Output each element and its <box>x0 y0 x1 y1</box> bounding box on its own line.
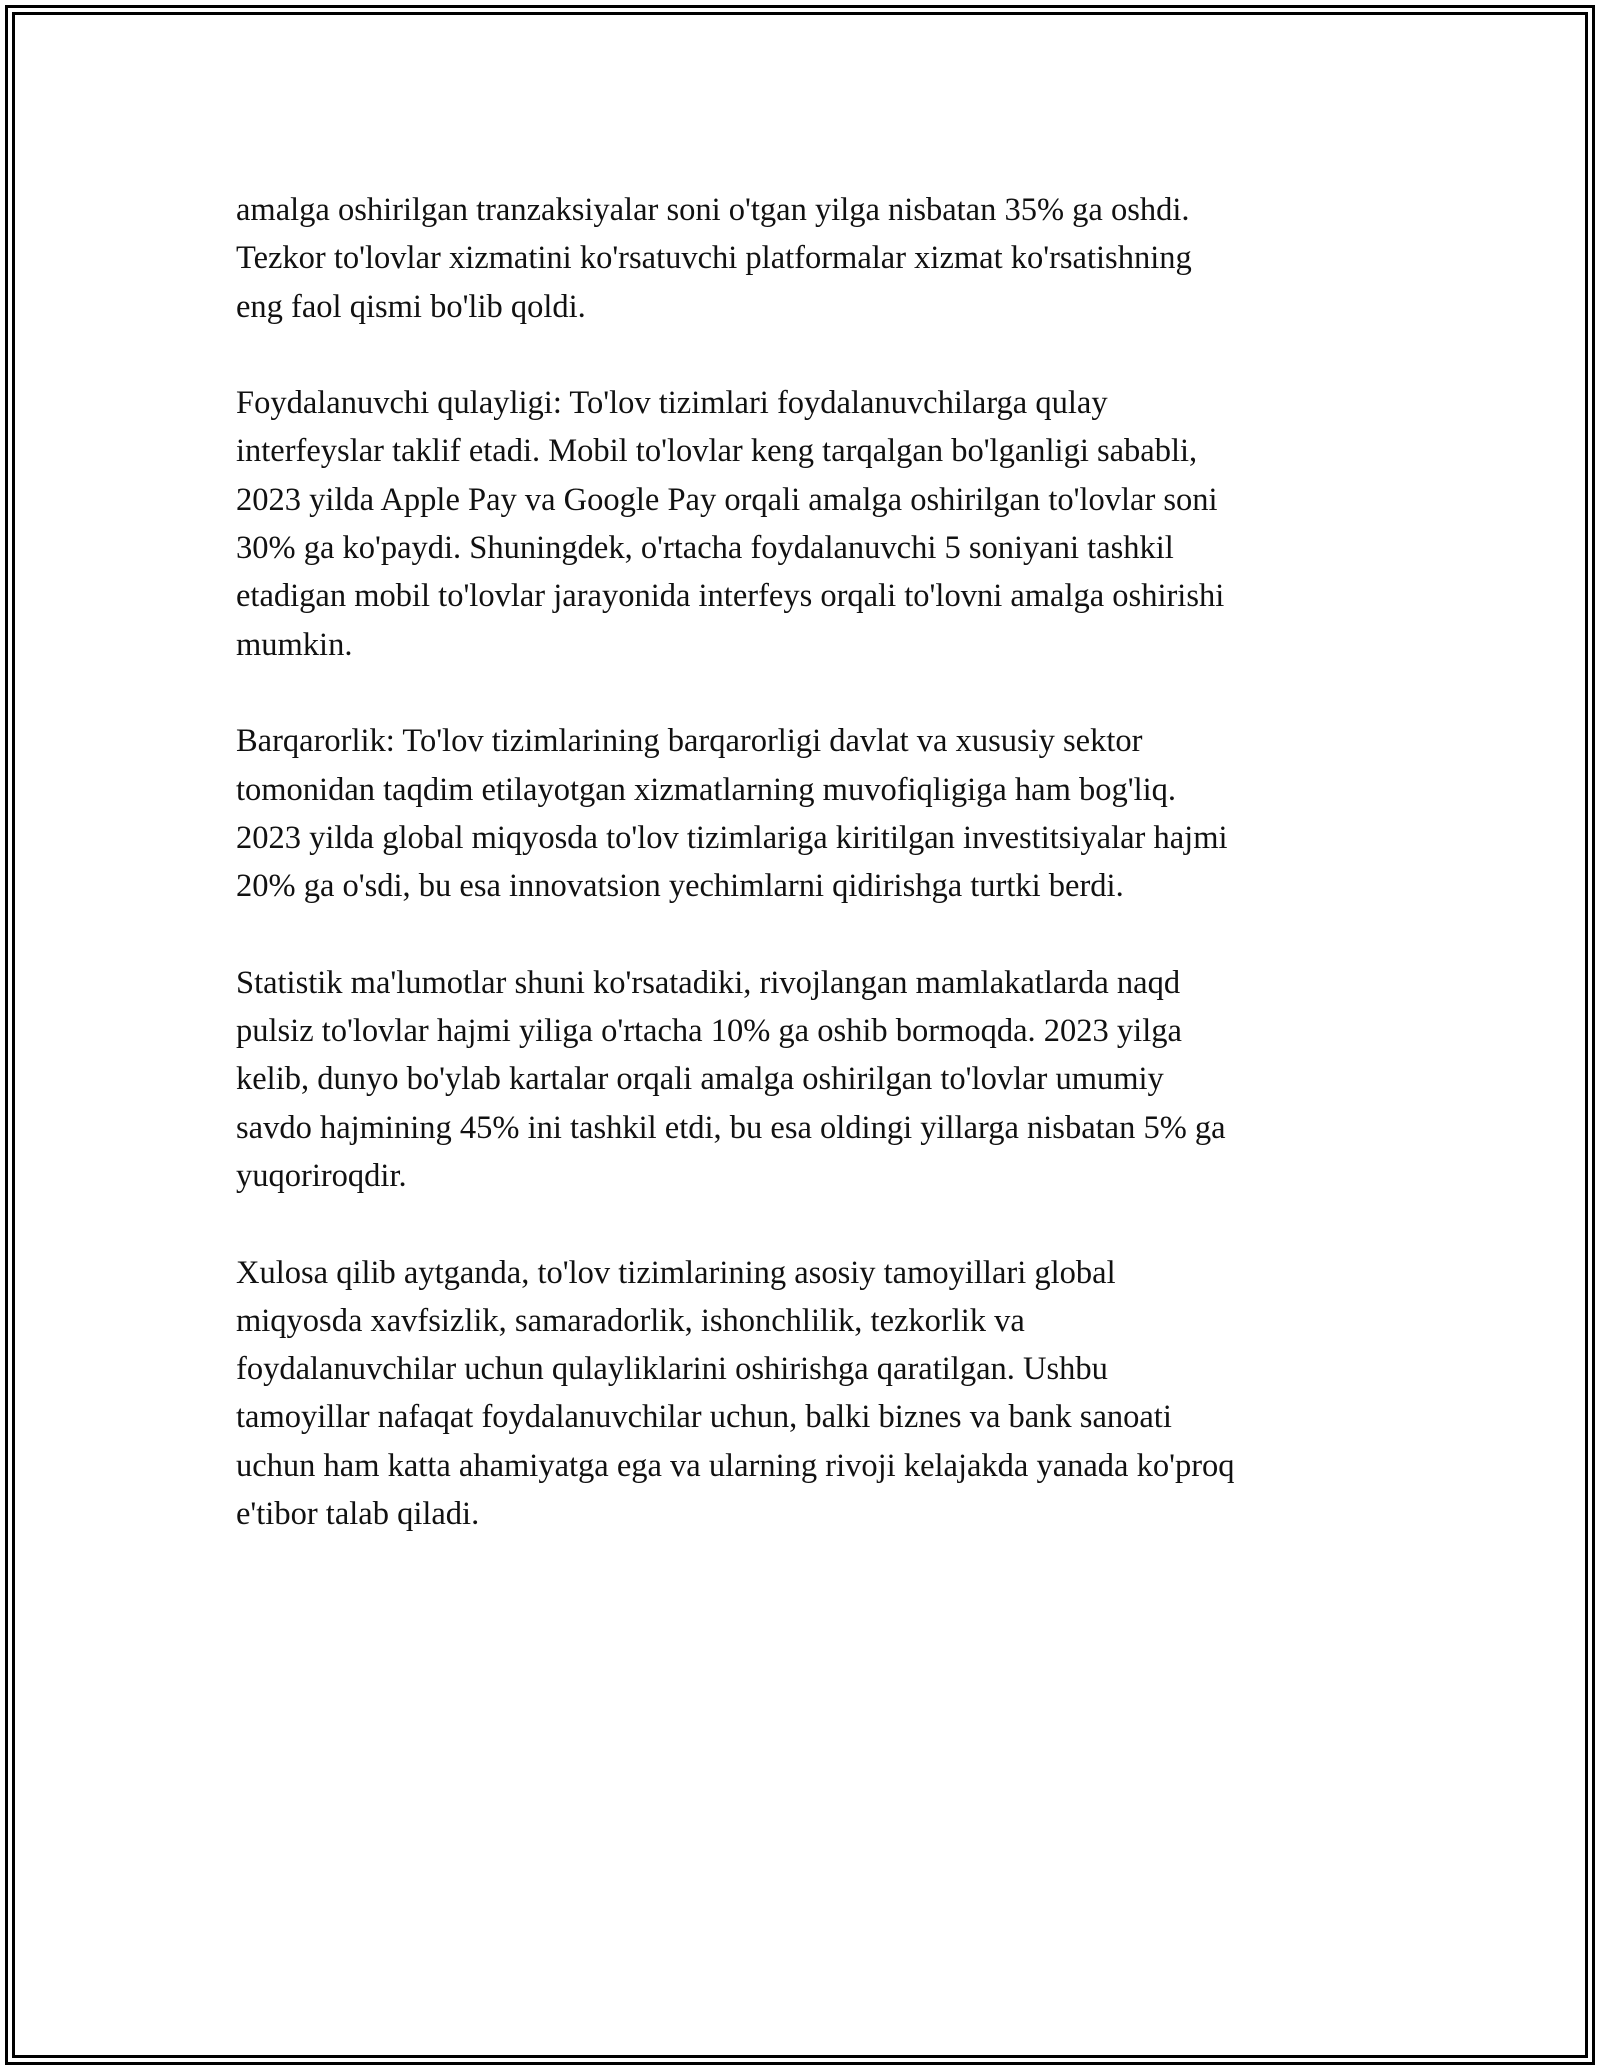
paragraph-transactions: amalga oshirilgan tranzaksiyalar soni o'tgan yilga nisbatan 35% ga oshdi. Tezkor to'lovlar xizmatini ko'rsatuvchi platformalar xizmat ko'rsatishning eng faol qismi bo'lib qoldi. <box>236 192 1192 325</box>
document-body <box>236 186 1376 1587</box>
paragraph-user-convenience: Foydalanuvchi qulayligi: To'lov tizimlari foydalanuvchilarga qulay interfeyslar taklif etadi. Mobil to'lovlar keng tarqalgan bo'lganligi sababli, 2023 yilda Apple Pay va Google Pay orqali amalga oshirilgan to'lovlar soni 30% ga ko'paydi. Shuningdek, o'rtacha foydalanuvchi 5 soniyani tashkil etadigan mobil to'lovlar jarayonida interfeys orqali to'lovni amalga oshirishi mumkin. <box>236 385 1225 663</box>
paragraph-statistics: Statistik ma'lumotlar shuni ko'rsatadiki, rivojlangan mamlakatlarda naqd pulsiz to'lovlar hajmi yiliga o'rtacha 10% ga oshib bormoqda. 2023 yilga kelib, dunyo bo'ylab kartalar orqali amalga oshirilgan to'lovlar umumiy savdo hajmining 45% ini tashkil etdi, bu esa oldingi yillarga nisbatan 5% ga yuqoriroqdir. <box>236 964 1226 1194</box>
paragraph-stability: Barqarorlik: To'lov tizimlarining barqarorligi davlat va xususiy sektor tomonidan taqdim etilayotgan xizmatlarning muvofiqligiga ham bog'liq. 2023 yilda global miqyosda to'lov tizimlariga kiritilgan investitsiyalar hajmi 20% ga o'sdi, bu esa innovatsion yechimlarni qidirishga turtki berdi. <box>236 723 1228 905</box>
paragraph-conclusion: Xulosa qilib aytganda, to'lov tizimlarining asosiy tamoyillari global miqyosda xavfsizlik, samaradorlik, ishonchlilik, tezkorlik va foydalanuvchilar uchun qulayliklarini oshirishga qaratilgan. Ushbu tamoyillar nafaqat foydalanuvchilar uchun, balki biznes va bank sanoati uchun ham katta ahamiyatga ega va ularning rivoji kelajakda yanada ko'proq e'tibor talab qiladi. <box>236 1254 1235 1533</box>
